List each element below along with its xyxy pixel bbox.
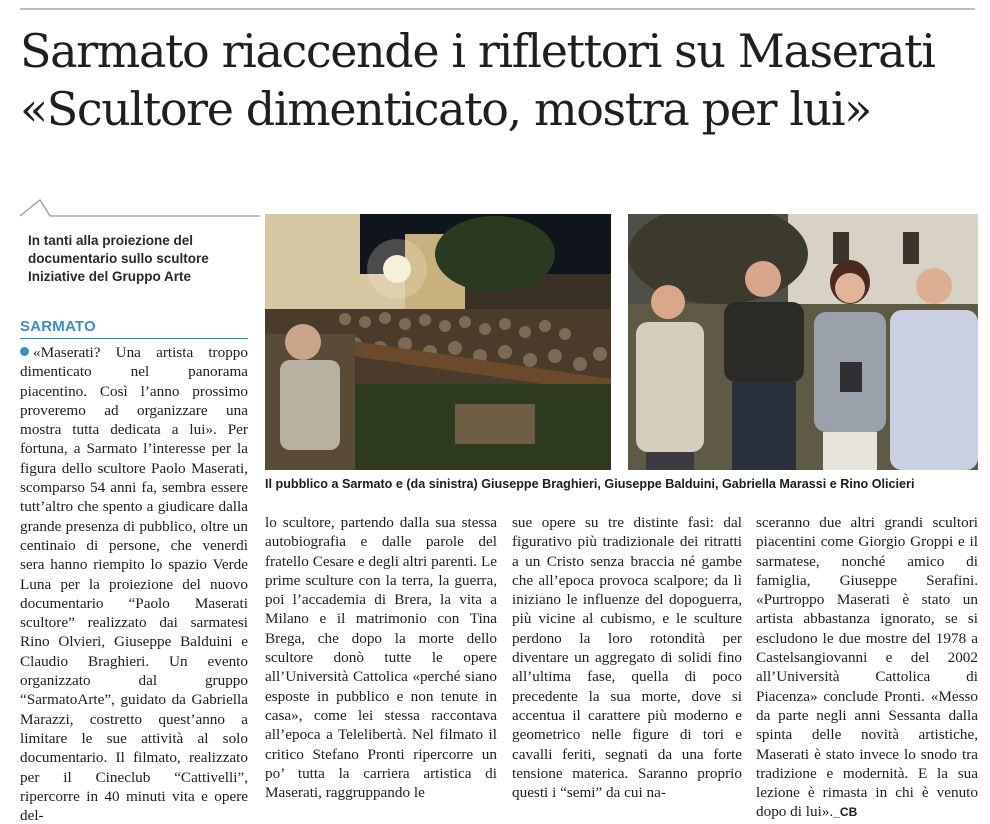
photo-organizers <box>628 214 978 470</box>
photo-audience <box>265 214 611 470</box>
section-divider-mark <box>20 198 260 218</box>
photo-audience-image <box>265 214 611 470</box>
author-signature-text: CB <box>839 805 858 820</box>
photo-caption: Il pubblico a Sarmato e (da sinistra) Giuseppe Braghieri, Giuseppe Balduini, Gabriella Marassi e Rino Olicieri <box>265 477 915 491</box>
article-column-2: lo scultore, partendo dalla sua stessa autobiografia e dalle parole del fratello Cesare e degli altri parenti. Le prime sculture con la terra, la guerra, poi l’accademia di Brera, la vita a Milano e il matrimonio con Tina Brega, che dopo la morte dello scultore donò tutte le opere all’Università Cattolica «perché siano esposte in pubblico e non tenute in casa», come lei stessa raccontava all’epoca a Telelibertà. Nel filmato il critico Stefano Pronti ripercorre un po’ tutta la carriera artistica di Maserati, raggruppando le <box>265 514 497 802</box>
article-column-3: sue opere su tre distinte fasi: dal figurativo più tradizionale dei ritratti a un Cristo senza braccia né gambe che all’epoca provoca scalpore; da lì iniziano le influenze del dopoguerra, più vicine al cubismo, e le sculture perdono la loro rotondità per diventare un aggregato di solidi fino all’ultima fase, quella di poco precedente la sua morte, dove si accentua il carattere più moderno e geometrico nelle figure di tori e cavalli feriti, segnati da una forte tensione materica. Saranno proprio questi i “semi” da cui na- <box>512 514 742 802</box>
headline-line-2: «Scultore dimenticato, mostra per lui» <box>20 82 871 136</box>
article-column-4 <box>756 513 978 823</box>
top-rule <box>20 8 975 10</box>
kicker-rule <box>20 338 248 339</box>
article-text-1: «Maserati? Una artista troppo dimenticato nel panorama piacentino. Così l’anno prossimo proveremo ad organizzare una mostra tutta dedicata a lui». Per fortuna, a Sarmato l’interesse per la figura dello scultore Paolo Maserati, scomparso 54 anni fa, sembra essere tutt’altro che spento a giudicare dalla grande presenza di pubblico, oltre un centinaio di persone, che venerdì sera hanno riempito lo spazio Verde Luna per la proiezione del nuovo documentario “Paolo Maserati scultore” realizzato dai sarmatesi Rino Olvieri, Giuseppe Balduini e Claudio Braghieri. Un evento organizzato dal gruppo “SarmatoArte”, guidato da Gabriella Marazzi, costretto quest’anno a limitare le sue attività al solo documentario. Il filmato, realizzato per il Cineclub “Cattivelli”, ripercorre in 40 minuti vita e opere del- <box>20 344 248 824</box>
photo-organizers-image <box>628 214 978 470</box>
headline <box>20 22 980 138</box>
headline-line-1: Sarmato riaccende i riflettori su Maserati <box>20 24 935 78</box>
article-text-4: sceranno due altri grandi scultori piacentini come Giorgio Groppi e il sarmatese, nonché amico di famiglia, Giuseppe Serafini. «Purtroppo Maserati è stato un artista abbastanza ignorato, se si escludono le due mostre del 1978 a Castelsangiovanni e del 2002 all’Università Cattolica di Piacenza» conclude Pronti. «Messo da parte negli anni Sessanta dalla spinta delle novità artistiche, Maserati è stato invece lo snodo tra tradizione e modernità. E la sua lezione è rimasta in chi è venuto dopo di lui». <box>756 514 978 821</box>
article-summary: In tanti alla proiezione del documentario sullo scultore Iniziative del Gruppo Arte <box>28 233 209 284</box>
author-signature: _CB <box>833 805 858 820</box>
bullet-icon <box>20 347 29 356</box>
location-kicker: SARMATO <box>20 318 96 335</box>
article-column-1 <box>20 343 248 824</box>
